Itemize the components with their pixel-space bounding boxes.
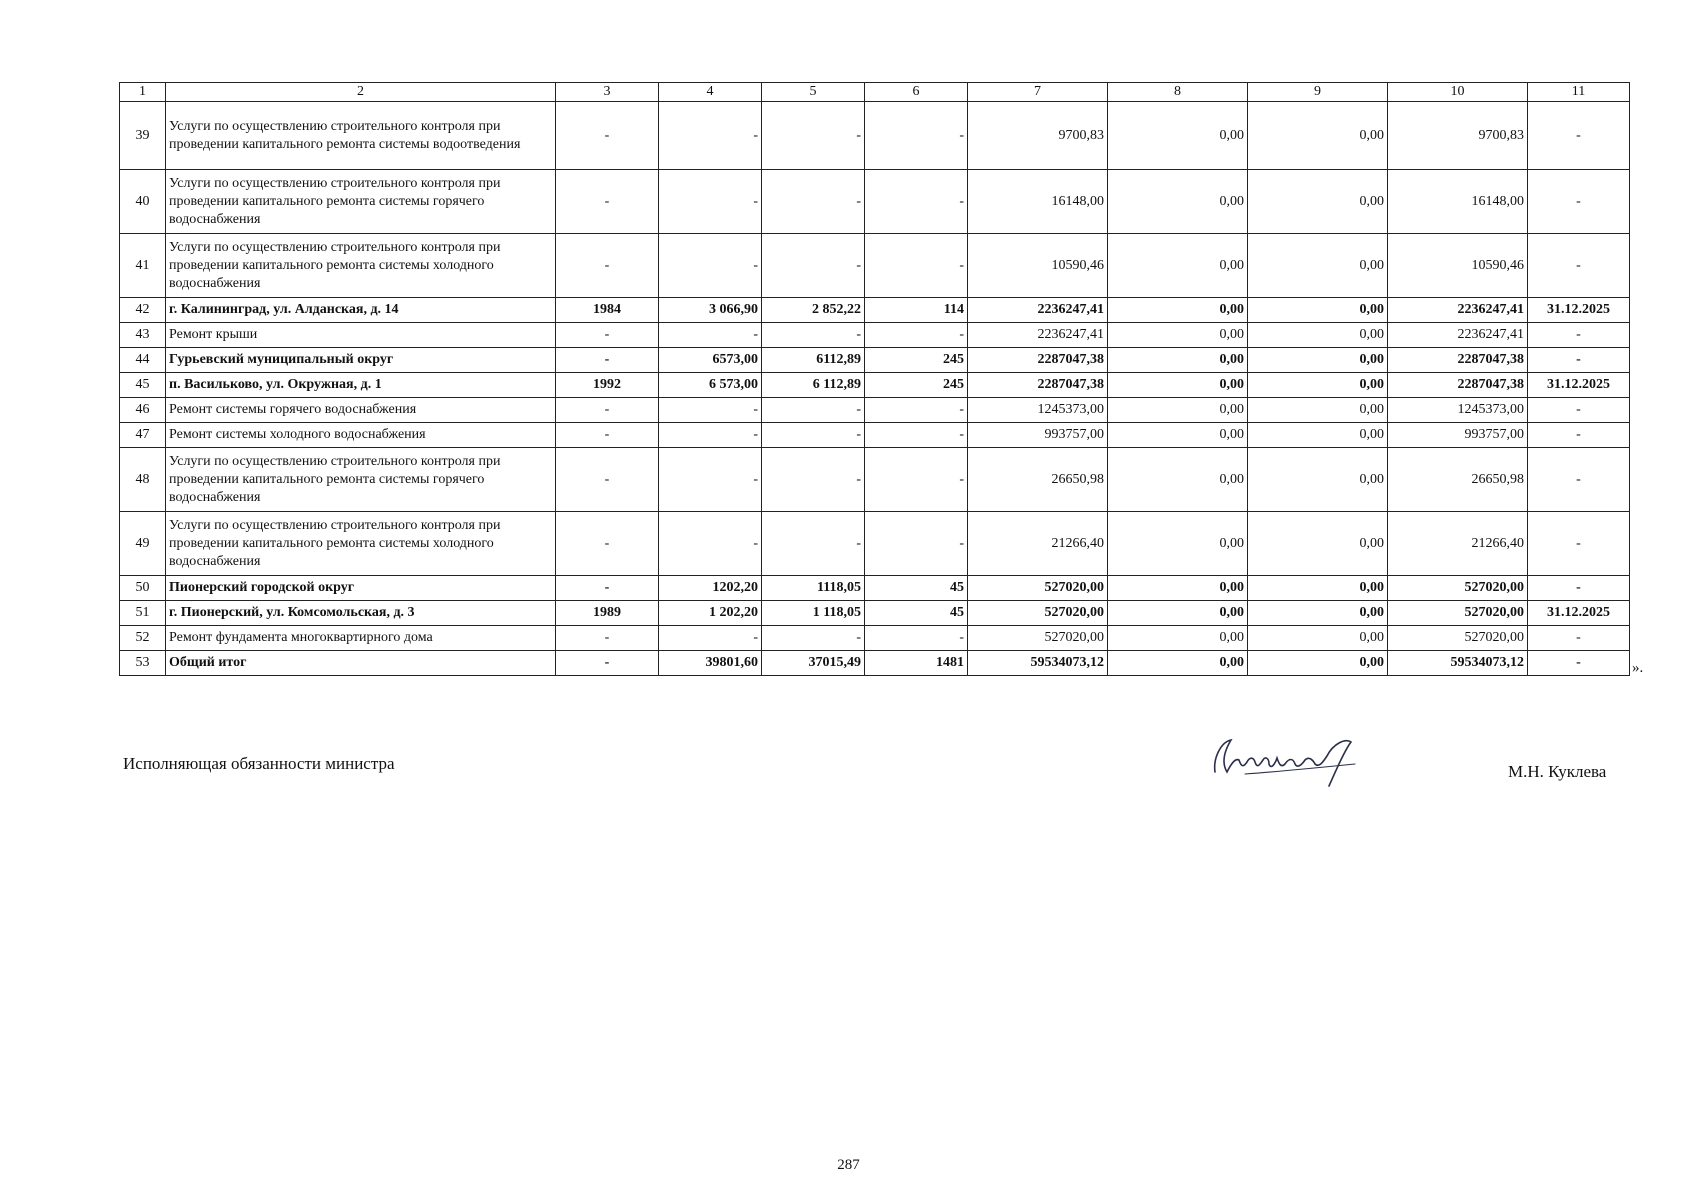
total-area-cell: - <box>659 323 762 348</box>
living-area-cell: - <box>762 423 865 448</box>
total-area-cell: 6 573,00 <box>659 373 762 398</box>
table-row <box>120 651 1630 676</box>
total-cost-cell: 527020,00 <box>968 601 1108 626</box>
column-number-header: 11 <box>1528 83 1630 102</box>
row-number-cell: 48 <box>120 448 166 512</box>
owner-funds-cell: 993757,00 <box>1388 423 1528 448</box>
deadline-cell: - <box>1528 398 1630 423</box>
total-area-cell: 6573,00 <box>659 348 762 373</box>
cost-source-cell: 0,00 <box>1108 373 1248 398</box>
year-cell: - <box>556 626 659 651</box>
deadline-cell: - <box>1528 512 1630 576</box>
deadline-cell: - <box>1528 170 1630 234</box>
deadline-cell: - <box>1528 651 1630 676</box>
cost-source-cell: 0,00 <box>1108 102 1248 170</box>
residents-count-cell: 114 <box>865 298 968 323</box>
living-area-cell: - <box>762 323 865 348</box>
owner-funds-cell: 16148,00 <box>1388 170 1528 234</box>
total-cost-cell: 2236247,41 <box>968 323 1108 348</box>
total-area-cell: 3 066,90 <box>659 298 762 323</box>
owner-funds-cell: 9700,83 <box>1388 102 1528 170</box>
cost-source-cell: 0,00 <box>1248 102 1388 170</box>
work-name-cell: Услуги по осуществлению строительного контроля при проведении капитального ремонта системы горячего водоснабжения <box>166 170 556 234</box>
table-row <box>120 576 1630 601</box>
cost-source-cell: 0,00 <box>1248 512 1388 576</box>
owner-funds-cell: 527020,00 <box>1388 626 1528 651</box>
year-cell: - <box>556 348 659 373</box>
work-name-cell: Ремонт системы горячего водоснабжения <box>166 398 556 423</box>
year-cell: 1989 <box>556 601 659 626</box>
deadline-cell: 31.12.2025 <box>1528 373 1630 398</box>
cost-source-cell: 0,00 <box>1248 576 1388 601</box>
work-name-cell: Общий итог <box>166 651 556 676</box>
year-cell: 1992 <box>556 373 659 398</box>
deadline-cell: 31.12.2025 <box>1528 298 1630 323</box>
total-cost-cell: 2236247,41 <box>968 298 1108 323</box>
cost-source-cell: 0,00 <box>1248 423 1388 448</box>
cost-source-cell: 0,00 <box>1108 348 1248 373</box>
deadline-cell: - <box>1528 423 1630 448</box>
cost-source-cell: 0,00 <box>1108 170 1248 234</box>
cost-source-cell: 0,00 <box>1248 323 1388 348</box>
table-row <box>120 423 1630 448</box>
living-area-cell: - <box>762 102 865 170</box>
column-number-header: 3 <box>556 83 659 102</box>
table-row <box>120 323 1630 348</box>
year-cell: - <box>556 576 659 601</box>
total-cost-cell: 16148,00 <box>968 170 1108 234</box>
total-cost-cell: 10590,46 <box>968 234 1108 298</box>
owner-funds-cell: 1245373,00 <box>1388 398 1528 423</box>
row-number-cell: 50 <box>120 576 166 601</box>
residents-count-cell: - <box>865 323 968 348</box>
residents-count-cell: - <box>865 170 968 234</box>
total-cost-cell: 993757,00 <box>968 423 1108 448</box>
total-area-cell: 39801,60 <box>659 651 762 676</box>
cost-source-cell: 0,00 <box>1248 348 1388 373</box>
total-cost-cell: 527020,00 <box>968 626 1108 651</box>
total-cost-cell: 527020,00 <box>968 576 1108 601</box>
living-area-cell: 6 112,89 <box>762 373 865 398</box>
owner-funds-cell: 2236247,41 <box>1388 323 1528 348</box>
total-cost-cell: 26650,98 <box>968 448 1108 512</box>
work-name-cell: Услуги по осуществлению строительного контроля при проведении капитального ремонта системы горячего водоснабжения <box>166 448 556 512</box>
deadline-cell: - <box>1528 348 1630 373</box>
year-cell: - <box>556 170 659 234</box>
residents-count-cell: - <box>865 102 968 170</box>
total-cost-cell: 9700,83 <box>968 102 1108 170</box>
cost-source-cell: 0,00 <box>1108 323 1248 348</box>
total-area-cell: - <box>659 170 762 234</box>
living-area-cell: - <box>762 234 865 298</box>
cost-source-cell: 0,00 <box>1108 651 1248 676</box>
table-row <box>120 298 1630 323</box>
owner-funds-cell: 527020,00 <box>1388 576 1528 601</box>
deadline-cell: - <box>1528 576 1630 601</box>
residents-count-cell: - <box>865 448 968 512</box>
signer-name: М.Н. Куклева <box>1508 762 1607 781</box>
work-name-cell: Услуги по осуществлению строительного контроля при проведении капитального ремонта системы холодного водоснабжения <box>166 512 556 576</box>
living-area-cell: - <box>762 170 865 234</box>
handwritten-signature <box>1205 728 1365 790</box>
owner-funds-cell: 26650,98 <box>1388 448 1528 512</box>
living-area-cell: - <box>762 626 865 651</box>
residents-count-cell: - <box>865 626 968 651</box>
table-row <box>120 601 1630 626</box>
column-number-header: 8 <box>1108 83 1248 102</box>
deadline-cell: - <box>1528 626 1630 651</box>
deadline-cell: 31.12.2025 <box>1528 601 1630 626</box>
cost-source-cell: 0,00 <box>1248 448 1388 512</box>
table-row <box>120 373 1630 398</box>
column-number-header: 2 <box>166 83 556 102</box>
owner-funds-cell: 2287047,38 <box>1388 348 1528 373</box>
cost-source-cell: 0,00 <box>1108 423 1248 448</box>
table-row <box>120 102 1630 170</box>
table-row <box>120 234 1630 298</box>
owner-funds-cell: 21266,40 <box>1388 512 1528 576</box>
cost-source-cell: 0,00 <box>1108 448 1248 512</box>
cost-source-cell: 0,00 <box>1108 398 1248 423</box>
cost-source-cell: 0,00 <box>1108 626 1248 651</box>
total-area-cell: 1202,20 <box>659 576 762 601</box>
total-area-cell: - <box>659 102 762 170</box>
table-row <box>120 512 1630 576</box>
deadline-cell: - <box>1528 234 1630 298</box>
column-number-header: 9 <box>1248 83 1388 102</box>
total-cost-cell: 59534073,12 <box>968 651 1108 676</box>
total-cost-cell: 1245373,00 <box>968 398 1108 423</box>
residents-count-cell: 245 <box>865 373 968 398</box>
row-number-cell: 53 <box>120 651 166 676</box>
year-cell: - <box>556 234 659 298</box>
year-cell: - <box>556 102 659 170</box>
column-number-header: 1 <box>120 83 166 102</box>
cost-source-cell: 0,00 <box>1248 398 1388 423</box>
owner-funds-cell: 59534073,12 <box>1388 651 1528 676</box>
row-number-cell: 40 <box>120 170 166 234</box>
cost-source-cell: 0,00 <box>1248 626 1388 651</box>
row-number-cell: 52 <box>120 626 166 651</box>
column-number-header: 7 <box>968 83 1108 102</box>
row-number-cell: 47 <box>120 423 166 448</box>
residents-count-cell: 45 <box>865 601 968 626</box>
living-area-cell: 1118,05 <box>762 576 865 601</box>
row-number-cell: 39 <box>120 102 166 170</box>
row-number-cell: 43 <box>120 323 166 348</box>
year-cell: - <box>556 423 659 448</box>
residents-count-cell: 45 <box>865 576 968 601</box>
table-row <box>120 398 1630 423</box>
cost-source-cell: 0,00 <box>1108 234 1248 298</box>
repair-plan-table <box>119 82 1630 676</box>
work-name-cell: Ремонт фундамента многоквартирного дома <box>166 626 556 651</box>
work-name-cell: Ремонт крыши <box>166 323 556 348</box>
residents-count-cell: - <box>865 512 968 576</box>
year-cell: - <box>556 323 659 348</box>
cost-source-cell: 0,00 <box>1108 601 1248 626</box>
owner-funds-cell: 10590,46 <box>1388 234 1528 298</box>
owner-funds-cell: 2287047,38 <box>1388 373 1528 398</box>
year-cell: - <box>556 651 659 676</box>
residents-count-cell: - <box>865 234 968 298</box>
cost-source-cell: 0,00 <box>1248 234 1388 298</box>
deadline-cell: - <box>1528 323 1630 348</box>
table-header-row <box>120 83 1630 102</box>
residents-count-cell: 245 <box>865 348 968 373</box>
work-name-cell: г. Пионерский, ул. Комсомольская, д. 3 <box>166 601 556 626</box>
total-cost-cell: 2287047,38 <box>968 373 1108 398</box>
year-cell: - <box>556 398 659 423</box>
table-row <box>120 170 1630 234</box>
column-number-header: 5 <box>762 83 865 102</box>
page-number: 287 <box>837 1157 860 1173</box>
living-area-cell: 6112,89 <box>762 348 865 373</box>
owner-funds-cell: 2236247,41 <box>1388 298 1528 323</box>
deadline-cell: - <box>1528 448 1630 512</box>
living-area-cell: - <box>762 398 865 423</box>
work-name-cell: Пионерский городской округ <box>166 576 556 601</box>
total-area-cell: - <box>659 423 762 448</box>
signer-title: Исполняющая обязанности министра <box>123 754 395 773</box>
work-name-cell: Гурьевский муниципальный округ <box>166 348 556 373</box>
work-name-cell: Ремонт системы холодного водоснабжения <box>166 423 556 448</box>
total-cost-cell: 21266,40 <box>968 512 1108 576</box>
cost-source-cell: 0,00 <box>1248 651 1388 676</box>
residents-count-cell: 1481 <box>865 651 968 676</box>
cost-source-cell: 0,00 <box>1248 373 1388 398</box>
work-name-cell: Услуги по осуществлению строительного контроля при проведении капитального ремонта системы холодного водоснабжения <box>166 234 556 298</box>
column-number-header: 4 <box>659 83 762 102</box>
year-cell: - <box>556 448 659 512</box>
year-cell: 1984 <box>556 298 659 323</box>
row-number-cell: 49 <box>120 512 166 576</box>
document-table-container <box>119 82 1629 676</box>
row-number-cell: 44 <box>120 348 166 373</box>
row-number-cell: 46 <box>120 398 166 423</box>
cost-source-cell: 0,00 <box>1248 170 1388 234</box>
row-number-cell: 42 <box>120 298 166 323</box>
closing-quote: ». <box>1632 660 1644 676</box>
cost-source-cell: 0,00 <box>1248 298 1388 323</box>
column-number-header: 10 <box>1388 83 1528 102</box>
column-number-header: 6 <box>865 83 968 102</box>
work-name-cell: г. Калининград, ул. Алданская, д. 14 <box>166 298 556 323</box>
cost-source-cell: 0,00 <box>1108 576 1248 601</box>
row-number-cell: 51 <box>120 601 166 626</box>
row-number-cell: 41 <box>120 234 166 298</box>
residents-count-cell: - <box>865 398 968 423</box>
living-area-cell: - <box>762 512 865 576</box>
work-name-cell: Услуги по осуществлению строительного контроля при проведении капитального ремонта системы водоотведения <box>166 102 556 170</box>
cost-source-cell: 0,00 <box>1108 512 1248 576</box>
living-area-cell: 1 118,05 <box>762 601 865 626</box>
total-area-cell: - <box>659 398 762 423</box>
living-area-cell: 2 852,22 <box>762 298 865 323</box>
residents-count-cell: - <box>865 423 968 448</box>
work-name-cell: п. Васильково, ул. Окружная, д. 1 <box>166 373 556 398</box>
row-number-cell: 45 <box>120 373 166 398</box>
total-area-cell: - <box>659 448 762 512</box>
table-body <box>120 83 1630 676</box>
living-area-cell: 37015,49 <box>762 651 865 676</box>
living-area-cell: - <box>762 448 865 512</box>
owner-funds-cell: 527020,00 <box>1388 601 1528 626</box>
total-area-cell: - <box>659 512 762 576</box>
table-row <box>120 348 1630 373</box>
cost-source-cell: 0,00 <box>1108 298 1248 323</box>
total-area-cell: 1 202,20 <box>659 601 762 626</box>
total-area-cell: - <box>659 234 762 298</box>
deadline-cell: - <box>1528 102 1630 170</box>
total-cost-cell: 2287047,38 <box>968 348 1108 373</box>
table-row <box>120 448 1630 512</box>
year-cell: - <box>556 512 659 576</box>
total-area-cell: - <box>659 626 762 651</box>
table-row <box>120 626 1630 651</box>
cost-source-cell: 0,00 <box>1248 601 1388 626</box>
